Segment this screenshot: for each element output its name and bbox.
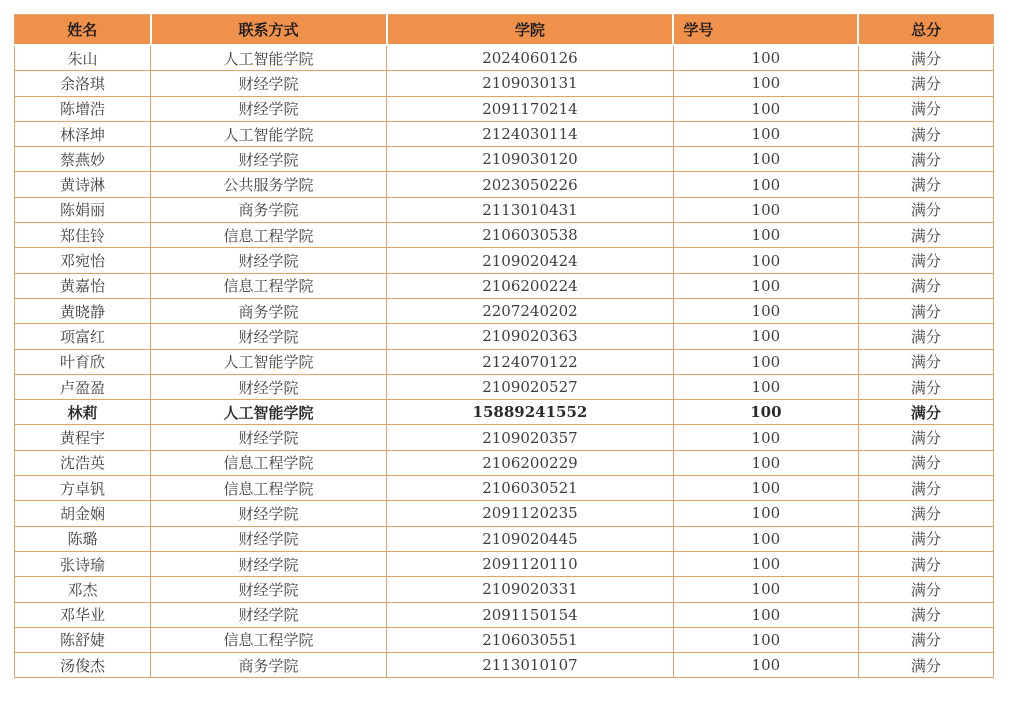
cell-grade: 满分 [858, 551, 993, 576]
cell-score: 100 [673, 172, 858, 197]
table-row [15, 197, 994, 222]
col-header-student-id: 学号 [673, 15, 858, 46]
score-table [14, 14, 994, 678]
table-row [15, 577, 994, 602]
cell-name: 方卓钒 [15, 476, 151, 501]
cell-name: 邓杰 [15, 577, 151, 602]
cell-college: 财经学院 [151, 501, 387, 526]
cell-name: 胡金娴 [15, 501, 151, 526]
cell-college: 信息工程学院 [151, 627, 387, 652]
cell-name: 邓宛怡 [15, 248, 151, 273]
cell-college: 人工智能学院 [151, 121, 387, 146]
cell-college: 财经学院 [151, 96, 387, 121]
cell-college: 公共服务学院 [151, 172, 387, 197]
cell-student-id: 2124070122 [387, 349, 674, 374]
cell-grade: 满分 [858, 248, 993, 273]
cell-grade: 满分 [858, 273, 993, 298]
cell-grade: 满分 [858, 653, 993, 678]
cell-score: 100 [673, 374, 858, 399]
cell-name: 邓华业 [15, 602, 151, 627]
cell-student-id: 2124030114 [387, 121, 674, 146]
cell-college: 商务学院 [151, 653, 387, 678]
cell-name: 陈增浩 [15, 96, 151, 121]
cell-grade: 满分 [858, 223, 993, 248]
cell-score: 100 [673, 298, 858, 323]
cell-grade: 满分 [858, 476, 993, 501]
cell-score: 100 [673, 197, 858, 222]
cell-student-id: 2207240202 [387, 298, 674, 323]
cell-name: 叶育欣 [15, 349, 151, 374]
cell-score: 100 [673, 653, 858, 678]
table-row [15, 400, 994, 425]
table-row [15, 273, 994, 298]
col-header-name: 姓名 [15, 15, 151, 46]
cell-college: 信息工程学院 [151, 476, 387, 501]
cell-student-id: 2109020363 [387, 324, 674, 349]
cell-score: 100 [673, 248, 858, 273]
table-row [15, 602, 994, 627]
cell-college: 人工智能学院 [151, 400, 387, 425]
cell-college: 信息工程学院 [151, 450, 387, 475]
cell-name: 蔡燕妙 [15, 147, 151, 172]
cell-name: 张诗瑜 [15, 551, 151, 576]
cell-student-id: 2091120110 [387, 551, 674, 576]
cell-score: 100 [673, 96, 858, 121]
cell-name: 黄晓静 [15, 298, 151, 323]
cell-college: 财经学院 [151, 425, 387, 450]
cell-grade: 满分 [858, 197, 993, 222]
cell-student-id: 15889241552 [387, 400, 674, 425]
cell-score: 100 [673, 577, 858, 602]
cell-name: 沈浩英 [15, 450, 151, 475]
table-row [15, 45, 994, 71]
cell-name: 陈舒婕 [15, 627, 151, 652]
cell-name: 黄诗淋 [15, 172, 151, 197]
cell-score: 100 [673, 627, 858, 652]
cell-student-id: 2109020357 [387, 425, 674, 450]
cell-name: 朱山 [15, 45, 151, 71]
cell-student-id: 2106200229 [387, 450, 674, 475]
cell-grade: 满分 [858, 501, 993, 526]
cell-student-id: 2109020527 [387, 374, 674, 399]
cell-college: 财经学院 [151, 577, 387, 602]
cell-student-id: 2109020331 [387, 577, 674, 602]
table-row [15, 374, 994, 399]
cell-college: 财经学院 [151, 602, 387, 627]
col-header-total-score: 总分 [858, 15, 993, 46]
cell-student-id: 2106030538 [387, 223, 674, 248]
cell-name: 林泽坤 [15, 121, 151, 146]
cell-grade: 满分 [858, 374, 993, 399]
cell-student-id: 2109030131 [387, 71, 674, 96]
cell-grade: 满分 [858, 121, 993, 146]
cell-score: 100 [673, 147, 858, 172]
cell-score: 100 [673, 324, 858, 349]
cell-name: 郑佳铃 [15, 223, 151, 248]
cell-score: 100 [673, 602, 858, 627]
table-row [15, 627, 994, 652]
table-row [15, 501, 994, 526]
table-row [15, 223, 994, 248]
table-row [15, 324, 994, 349]
cell-grade: 满分 [858, 45, 993, 71]
cell-score: 100 [673, 223, 858, 248]
cell-name: 林莉 [15, 400, 151, 425]
cell-student-id: 2109020424 [387, 248, 674, 273]
cell-score: 100 [673, 526, 858, 551]
cell-college: 财经学院 [151, 526, 387, 551]
cell-grade: 满分 [858, 526, 993, 551]
table-row [15, 96, 994, 121]
cell-student-id: 2109030120 [387, 147, 674, 172]
cell-name: 黄程宇 [15, 425, 151, 450]
cell-grade: 满分 [858, 172, 993, 197]
cell-grade: 满分 [858, 425, 993, 450]
col-header-contact: 联系方式 [151, 15, 387, 46]
cell-college: 人工智能学院 [151, 349, 387, 374]
cell-name: 项富红 [15, 324, 151, 349]
cell-college: 财经学院 [151, 147, 387, 172]
cell-name: 陈璐 [15, 526, 151, 551]
cell-score: 100 [673, 273, 858, 298]
cell-grade: 满分 [858, 71, 993, 96]
table-row [15, 298, 994, 323]
cell-name: 卢盈盈 [15, 374, 151, 399]
table-row [15, 425, 994, 450]
cell-score: 100 [673, 476, 858, 501]
cell-student-id: 2091150154 [387, 602, 674, 627]
table-row [15, 526, 994, 551]
cell-score: 100 [673, 45, 858, 71]
cell-grade: 满分 [858, 147, 993, 172]
cell-student-id: 2109020445 [387, 526, 674, 551]
cell-student-id: 2023050226 [387, 172, 674, 197]
cell-college: 商务学院 [151, 197, 387, 222]
cell-grade: 满分 [858, 627, 993, 652]
table-row [15, 476, 994, 501]
table-body [15, 45, 994, 678]
table-row [15, 551, 994, 576]
cell-student-id: 2024060126 [387, 45, 674, 71]
cell-name: 黄嘉怡 [15, 273, 151, 298]
cell-college: 财经学院 [151, 324, 387, 349]
cell-score: 100 [673, 349, 858, 374]
cell-student-id: 2113010431 [387, 197, 674, 222]
header-row [15, 15, 994, 46]
table-row [15, 653, 994, 678]
cell-score: 100 [673, 551, 858, 576]
cell-grade: 满分 [858, 450, 993, 475]
table-row [15, 71, 994, 96]
cell-college: 人工智能学院 [151, 45, 387, 71]
table-row [15, 349, 994, 374]
cell-score: 100 [673, 425, 858, 450]
cell-grade: 满分 [858, 324, 993, 349]
cell-score: 100 [673, 501, 858, 526]
cell-grade: 满分 [858, 400, 993, 425]
cell-grade: 满分 [858, 602, 993, 627]
cell-name: 陈娟丽 [15, 197, 151, 222]
cell-student-id: 2106200224 [387, 273, 674, 298]
cell-name: 汤俊杰 [15, 653, 151, 678]
cell-grade: 满分 [858, 349, 993, 374]
cell-score: 100 [673, 400, 858, 425]
cell-student-id: 2091120235 [387, 501, 674, 526]
cell-student-id: 2106030521 [387, 476, 674, 501]
cell-name: 余洛琪 [15, 71, 151, 96]
cell-score: 100 [673, 71, 858, 96]
cell-college: 信息工程学院 [151, 273, 387, 298]
cell-score: 100 [673, 121, 858, 146]
table-row [15, 147, 994, 172]
cell-grade: 满分 [858, 96, 993, 121]
table-row [15, 248, 994, 273]
cell-college: 财经学院 [151, 374, 387, 399]
table-row [15, 121, 994, 146]
cell-student-id: 2113010107 [387, 653, 674, 678]
cell-college: 财经学院 [151, 71, 387, 96]
cell-college: 财经学院 [151, 248, 387, 273]
table-row [15, 450, 994, 475]
table-row [15, 172, 994, 197]
cell-score: 100 [673, 450, 858, 475]
cell-college: 财经学院 [151, 551, 387, 576]
cell-student-id: 2091170214 [387, 96, 674, 121]
cell-college: 商务学院 [151, 298, 387, 323]
col-header-college: 学院 [387, 15, 674, 46]
cell-grade: 满分 [858, 298, 993, 323]
cell-grade: 满分 [858, 577, 993, 602]
cell-college: 信息工程学院 [151, 223, 387, 248]
cell-student-id: 2106030551 [387, 627, 674, 652]
